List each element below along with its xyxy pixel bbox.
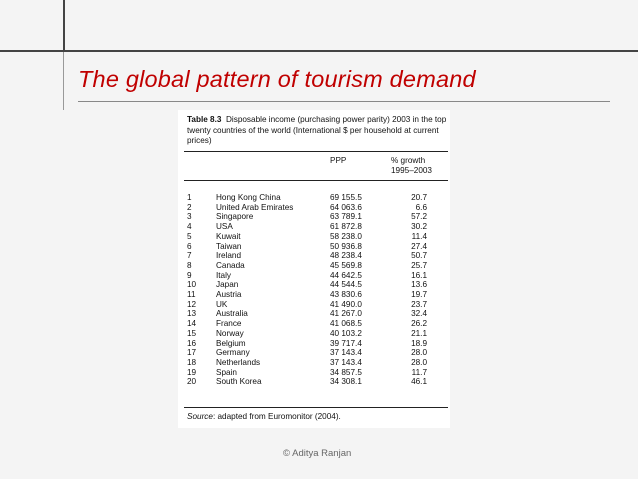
row-country: Belgium [216,338,246,348]
table-label: Table 8.3 [187,115,222,124]
row-growth: 25.7 [411,260,427,270]
row-rank: 13 [187,309,197,319]
row-ppp: 69 155.5 [330,193,362,202]
row-growth: 28.0 [411,348,427,358]
row-ppp: 43 830.6 [330,290,362,299]
table-row [178,358,450,368]
row-ppp: 41 068.5 [330,319,362,329]
row-country: Netherlands [216,357,261,367]
row-country: Germany [216,348,250,358]
row-rank: 20 [187,377,197,387]
row-country: South Korea [216,377,262,387]
table-row [178,329,450,339]
table-row [178,348,450,358]
row-ppp: 63 789.1 [330,212,362,222]
row-rank: 19 [187,367,197,377]
row-ppp: 48 238.4 [330,251,362,261]
row-country: Ireland [216,251,242,261]
row-ppp: 34 857.5 [330,367,362,377]
row-growth: 26.2 [411,319,427,329]
row-growth: 27.4 [411,241,427,251]
row-rank: 11 [187,290,196,299]
source-text: : adapted from Euromonitor (2004). [212,412,341,421]
row-country: USA [216,222,233,232]
table-bottom-rule [184,407,448,408]
table-row [178,222,450,232]
table-row [178,232,450,242]
row-ppp: 44 642.5 [330,270,362,280]
table-row [178,242,450,252]
row-country: Japan [216,280,239,290]
row-rank: 12 [187,299,197,309]
row-ppp: 41 490.0 [330,299,362,309]
column-header-growth-line1: % growth [391,156,426,165]
column-header-growth-line2: 1995–2003 [391,166,432,175]
row-rank: 18 [187,357,197,367]
row-growth: 19.7 [411,290,427,299]
row-rank: 16 [187,338,197,348]
row-country: Australia [216,309,248,319]
table-row [178,203,450,213]
row-rank: 15 [187,328,197,338]
row-rank: 17 [187,348,197,358]
table-row [178,212,450,222]
row-country: Singapore [216,212,254,222]
row-growth: 21.1 [411,328,427,338]
table-row [178,309,450,319]
table-source [187,412,341,421]
row-country: Austria [216,290,242,299]
table-row [178,368,450,378]
row-growth: 11.4 [411,231,427,241]
table-caption [187,115,449,147]
row-ppp: 37 143.4 [330,348,362,358]
row-ppp: 58 238.0 [330,231,362,241]
column-header-ppp: PPP [330,156,347,165]
row-ppp: 34 308.1 [330,377,362,387]
slide-footer: © Aditya Ranjan [283,448,352,459]
table-row [178,339,450,349]
slide-title: The global pattern of tourism demand [78,66,476,92]
row-country: Spain [216,367,237,377]
income-table [178,110,450,428]
row-ppp: 39 717.4 [330,338,362,348]
row-growth: 20.7 [411,193,427,202]
table-row [178,290,450,300]
row-growth: 32.4 [411,309,427,319]
table-row [178,377,450,387]
row-rank: 4 [187,222,192,232]
row-country: United Arab Emirates [216,202,294,212]
table-top-rule [184,151,448,152]
table-row [178,251,450,261]
row-country: Norway [216,328,244,338]
row-ppp: 45 569.8 [330,260,362,270]
row-rank: 9 [187,270,192,280]
row-growth: 18.9 [411,338,427,348]
row-country: Kuwait [216,231,241,241]
table-header-rule [184,180,448,181]
row-growth: 13.6 [411,280,427,290]
row-growth: 11.7 [411,367,427,377]
row-country: France [216,319,242,329]
row-rank: 10 [187,280,197,290]
table-row [178,271,450,281]
row-rank: 7 [187,251,192,261]
row-rank: 6 [187,241,192,251]
row-rank: 14 [187,319,197,329]
row-ppp: 41 267.0 [330,309,362,319]
row-country: UK [216,299,228,309]
table-caption-text: Disposable income (purchasing power parity) 2003 in the top twenty countries of the world (International $ per household at current prices) [187,115,447,145]
row-country: Italy [216,270,232,280]
row-rank: 1 [187,193,192,202]
table-row [178,261,450,271]
source-label: Source [187,412,213,421]
column-header-growth [391,156,432,176]
row-growth: 50.7 [411,251,427,261]
row-growth: 23.7 [411,299,427,309]
title-underline [78,101,610,102]
row-ppp: 37 143.4 [330,357,362,367]
left-margin-line [63,52,64,110]
top-divider-line [0,50,638,52]
row-rank: 8 [187,260,192,270]
row-growth: 28.0 [411,357,427,367]
table-row [178,300,450,310]
left-divider-line [63,0,65,50]
row-country: Canada [216,260,245,270]
table-row [178,193,450,203]
row-rank: 3 [187,212,192,222]
table-row [178,319,450,329]
row-growth: 16.1 [411,270,427,280]
row-ppp: 50 936.8 [330,241,362,251]
row-ppp: 61 872.8 [330,222,362,232]
row-growth: 6.6 [415,202,427,212]
row-country: Taiwan [216,241,242,251]
row-rank: 5 [187,231,192,241]
row-rank: 2 [187,202,192,212]
row-growth: 57.2 [411,212,427,222]
row-ppp: 44 544.5 [330,280,362,290]
row-ppp: 64 063.6 [330,202,362,212]
row-country: Hong Kong China [216,193,281,202]
row-ppp: 40 103.2 [330,328,362,338]
row-growth: 46.1 [411,377,427,387]
row-growth: 30.2 [411,222,427,232]
table-row [178,280,450,290]
